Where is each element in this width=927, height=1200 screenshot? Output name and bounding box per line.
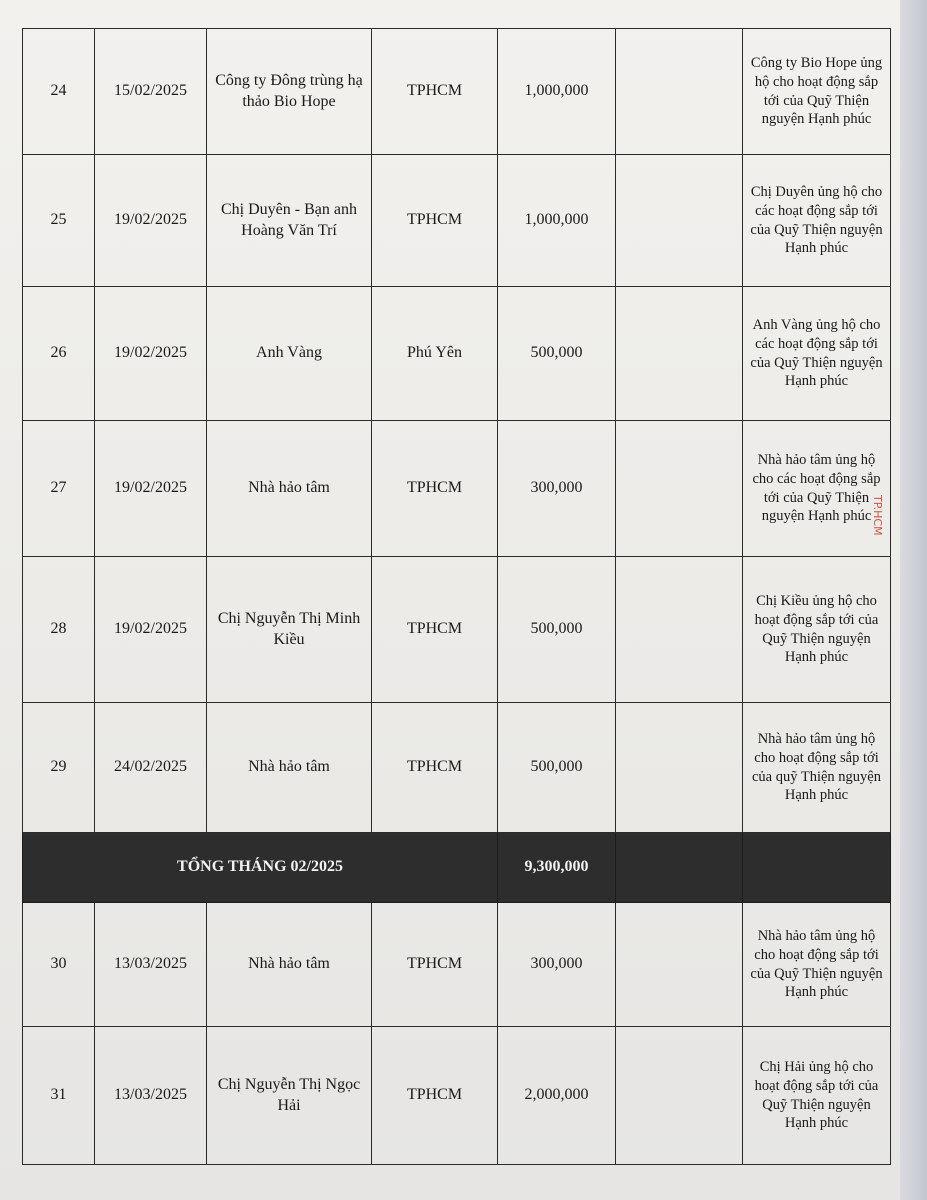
donor-location: TPHCM	[372, 421, 498, 557]
empty-cell	[616, 903, 743, 1027]
donor-location: TPHCM	[372, 703, 498, 833]
row-number: 27	[23, 421, 95, 557]
empty-cell	[616, 155, 743, 287]
donation-date: 19/02/2025	[95, 557, 207, 703]
row-number: 24	[23, 29, 95, 155]
total-empty-cell	[743, 833, 891, 903]
donation-note: Chị Duyên ủng hộ cho các hoạt động sắp tới của Quỹ Thiện nguyện Hạnh phúc	[743, 155, 891, 287]
empty-cell	[616, 421, 743, 557]
row-number: 29	[23, 703, 95, 833]
rows-february	[23, 29, 891, 833]
donation-note: Anh Vàng ủng hộ cho các hoạt động sắp tới của Quỹ Thiện nguyện Hạnh phúc	[743, 287, 891, 421]
table-row	[23, 29, 891, 155]
donation-note: Nhà hảo tâm ủng hộ cho hoạt động sắp tới của Quỹ Thiện nguyện Hạnh phúc	[743, 903, 891, 1027]
donor-name: Anh Vàng	[207, 287, 372, 421]
total-empty-cell	[616, 833, 743, 903]
donation-amount: 500,000	[498, 557, 616, 703]
page-edge	[900, 0, 927, 1200]
row-number: 30	[23, 903, 95, 1027]
table-row	[23, 903, 891, 1027]
donor-location: TPHCM	[372, 557, 498, 703]
row-number: 25	[23, 155, 95, 287]
donation-amount: 500,000	[498, 703, 616, 833]
table-row	[23, 155, 891, 287]
table-row	[23, 421, 891, 557]
row-number: 28	[23, 557, 95, 703]
donation-note: Công ty Bio Hope ủng hộ cho hoạt động sắp tới của Quỹ Thiện nguyện Hạnh phúc	[743, 29, 891, 155]
donor-name: Chị Duyên - Bạn anh Hoàng Văn Trí	[207, 155, 372, 287]
donor-name: Chị Nguyễn Thị Minh Kiều	[207, 557, 372, 703]
donor-location: Phú Yên	[372, 287, 498, 421]
donation-note: Chị Kiều ủng hộ cho hoạt động sắp tới của Quỹ Thiện nguyện Hạnh phúc	[743, 557, 891, 703]
row-number: 31	[23, 1027, 95, 1165]
donor-location: TPHCM	[372, 29, 498, 155]
donation-date: 13/03/2025	[95, 1027, 207, 1165]
donor-name: Nhà hảo tâm	[207, 703, 372, 833]
red-stamp-text: TP.HCM	[871, 495, 884, 536]
empty-cell	[616, 1027, 743, 1165]
donor-name: Nhà hảo tâm	[207, 421, 372, 557]
donor-location: TPHCM	[372, 155, 498, 287]
empty-cell	[616, 557, 743, 703]
donation-amount: 1,000,000	[498, 155, 616, 287]
donation-date: 24/02/2025	[95, 703, 207, 833]
rows-march	[23, 903, 891, 1165]
donation-note: Nhà hảo tâm ủng hộ cho các hoạt động sắp tới của Quỹ Thiện nguyện Hạnh phúc	[743, 421, 891, 557]
donor-location: TPHCM	[372, 1027, 498, 1165]
donation-amount: 500,000	[498, 287, 616, 421]
row-number: 26	[23, 287, 95, 421]
donation-note: Nhà hảo tâm ủng hộ cho hoạt động sắp tới của quỹ Thiện nguyện Hạnh phúc	[743, 703, 891, 833]
donation-date: 19/02/2025	[95, 155, 207, 287]
donation-amount: 1,000,000	[498, 29, 616, 155]
donation-amount: 300,000	[498, 421, 616, 557]
table-row	[23, 287, 891, 421]
donation-amount: 2,000,000	[498, 1027, 616, 1165]
empty-cell	[616, 287, 743, 421]
total-amount: 9,300,000	[498, 833, 616, 903]
table-row	[23, 557, 891, 703]
donation-date: 19/02/2025	[95, 287, 207, 421]
donor-name: Nhà hảo tâm	[207, 903, 372, 1027]
total-row	[23, 833, 891, 903]
donation-table	[22, 28, 891, 1165]
donation-date: 13/03/2025	[95, 903, 207, 1027]
table-row	[23, 703, 891, 833]
empty-cell	[616, 29, 743, 155]
donation-note: Chị Hải ủng hộ cho hoạt động sắp tới của Quỹ Thiện nguyện Hạnh phúc	[743, 1027, 891, 1165]
table-row	[23, 1027, 891, 1165]
donor-name: Công ty Đông trùng hạ thảo Bio Hope	[207, 29, 372, 155]
donation-amount: 300,000	[498, 903, 616, 1027]
total-label: TỔNG THÁNG 02/2025	[23, 833, 498, 903]
donor-location: TPHCM	[372, 903, 498, 1027]
empty-cell	[616, 703, 743, 833]
donation-date: 19/02/2025	[95, 421, 207, 557]
donor-name: Chị Nguyễn Thị Ngọc Hải	[207, 1027, 372, 1165]
donation-date: 15/02/2025	[95, 29, 207, 155]
